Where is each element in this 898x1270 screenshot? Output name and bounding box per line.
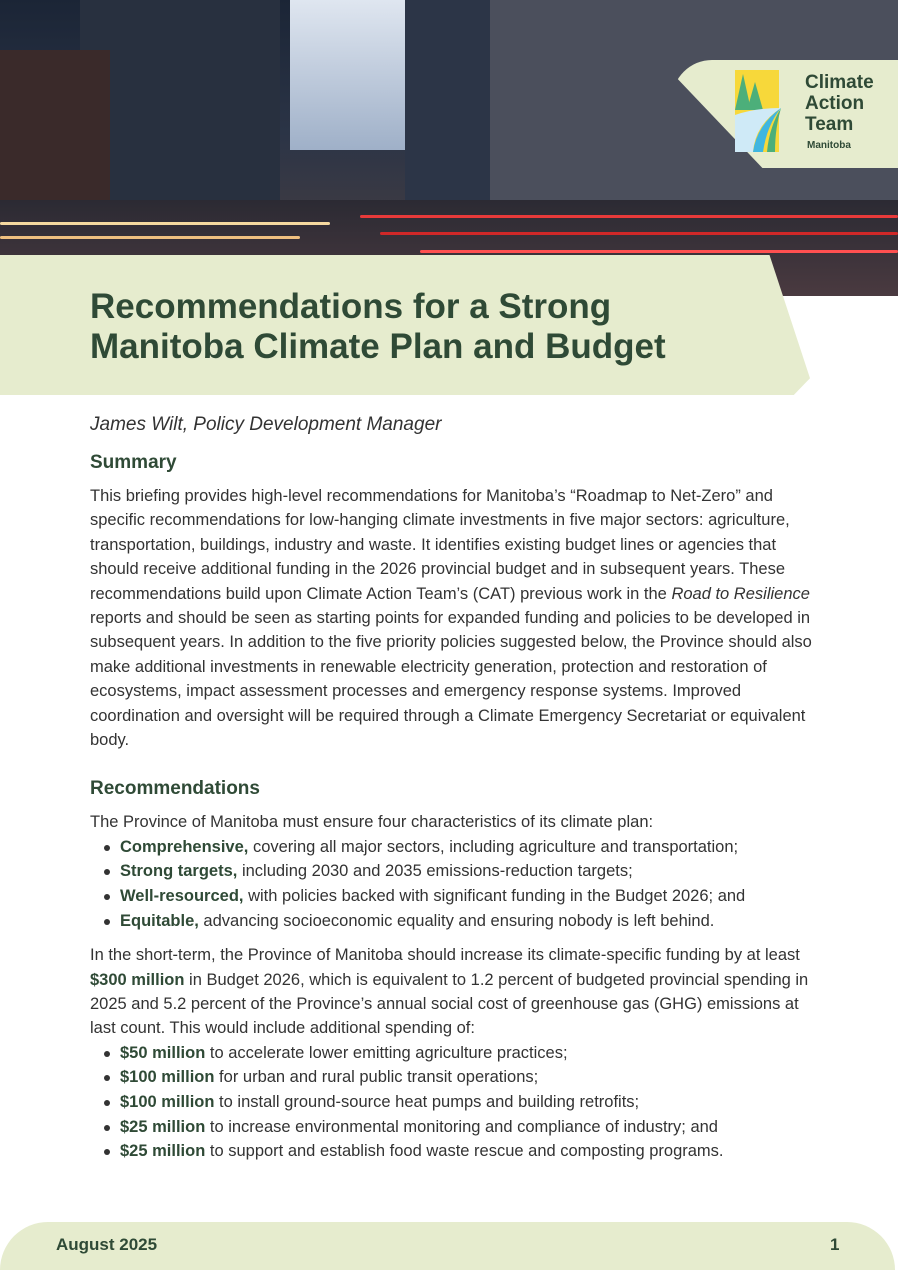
building [405, 0, 495, 210]
item-text: for urban and rural public transit operations; [214, 1068, 539, 1087]
building [0, 50, 110, 220]
characteristics-list [90, 835, 825, 933]
logo-line: Action [805, 93, 865, 114]
item-bold: Comprehensive, [120, 837, 249, 856]
item-text: to install ground-source heat pumps and building retrofits; [214, 1093, 640, 1112]
list-item [90, 909, 825, 934]
item-text: to increase environmental monitoring and compliance of industry; and [205, 1117, 718, 1136]
text: reports and should be seen as starting points for expanded funding and policies to be developed in subsequent years. In addition to the five priority policies suggested below, the Province should also make additional investments in renewable electricity generation, protection and restoration of ecosystems, impact assessment processes and emergency response systems. Improved coordination and oversight will be required through a Climate Emergency Secretariat or equivalent body. [90, 609, 812, 750]
summary-heading: Summary [90, 452, 177, 473]
logo-line: Team [805, 114, 854, 135]
report-title: Road to Resilience [671, 584, 810, 603]
recommendations-heading: Recommendations [90, 778, 260, 800]
item-bold: $100 million [120, 1068, 215, 1087]
item-bold: Equitable, [120, 911, 199, 930]
page-footer [0, 1222, 895, 1270]
light-streak [0, 222, 330, 225]
text: in Budget 2026, which is equivalent to 1.2 percent of budgeted provincial spending in 2025 and 5.2 percent of the Province’s annual social cost of greenhouse gas (GHG) emissions at last count. This would include additional spending of: [90, 970, 809, 1038]
item-bold: $100 million [120, 1093, 215, 1112]
item-bold: $25 million [120, 1117, 206, 1136]
logo-wordmark [805, 72, 874, 135]
sky [290, 0, 410, 150]
document-body [90, 414, 825, 1174]
title-line: Manitoba Climate Plan and Budget [90, 327, 666, 366]
funding-paragraph [90, 943, 825, 1041]
item-text: advancing socioeconomic equality and ensuring nobody is left behind. [198, 911, 715, 930]
logo-icon [735, 70, 781, 152]
title-line: Recommendations for a Strong [90, 287, 612, 326]
spending-list [90, 1041, 825, 1164]
item-text: to support and establish food waste rescue and composting programs. [205, 1142, 724, 1161]
logo-line: Climate [805, 72, 874, 93]
recommendations-intro: The Province of Manitoba must ensure four characteristics of its climate plan: [90, 813, 654, 832]
list-item [90, 835, 825, 860]
item-text: including 2030 and 2035 emissions-reduction targets; [237, 862, 633, 881]
building [80, 0, 280, 210]
text: In the short-term, the Province of Manitoba should increase its climate-specific funding by at least [90, 946, 800, 965]
text: This briefing provides high-level recommendations for Manitoba’s “Roadmap to Net-Zero” and specific recommendations for low-hanging climate investments in five major sectors: agriculture, transportation, buildings, industry and waste. It identifies existing budget lines or agencies that should receive additional funding in the 2026 provincial budget and in subsequent years. These recommendations build upon Climate Action Team’s (CAT) previous work in the [90, 487, 790, 603]
light-streak [0, 236, 300, 239]
item-bold: Strong targets, [120, 862, 238, 881]
footer-date: August 2025 [56, 1235, 158, 1254]
item-bold: $50 million [120, 1043, 206, 1062]
item-text: covering all major sectors, including agriculture and transportation; [248, 837, 739, 856]
funding-amount: $300 million [90, 970, 185, 989]
page-number: 1 [830, 1235, 840, 1254]
light-streak [380, 232, 898, 235]
light-streak [360, 215, 898, 218]
list-item [90, 1139, 825, 1164]
logo-subtitle: Manitoba [807, 140, 851, 151]
item-bold: $25 million [120, 1142, 206, 1161]
light-streak [420, 250, 898, 253]
list-item [90, 1041, 825, 1066]
item-text: with policies backed with significant funding in the Budget 2026; and [243, 887, 746, 906]
item-bold: Well-resourced, [120, 887, 244, 906]
item-text: to accelerate lower emitting agriculture practices; [205, 1043, 568, 1062]
list-item [90, 884, 825, 909]
list-item [90, 859, 825, 884]
page-title [90, 287, 666, 367]
list-item [90, 1065, 825, 1090]
list-item [90, 1115, 825, 1140]
summary-paragraph [90, 484, 825, 752]
author-byline: James Wilt, Policy Development Manager [90, 414, 442, 435]
list-item [90, 1090, 825, 1115]
